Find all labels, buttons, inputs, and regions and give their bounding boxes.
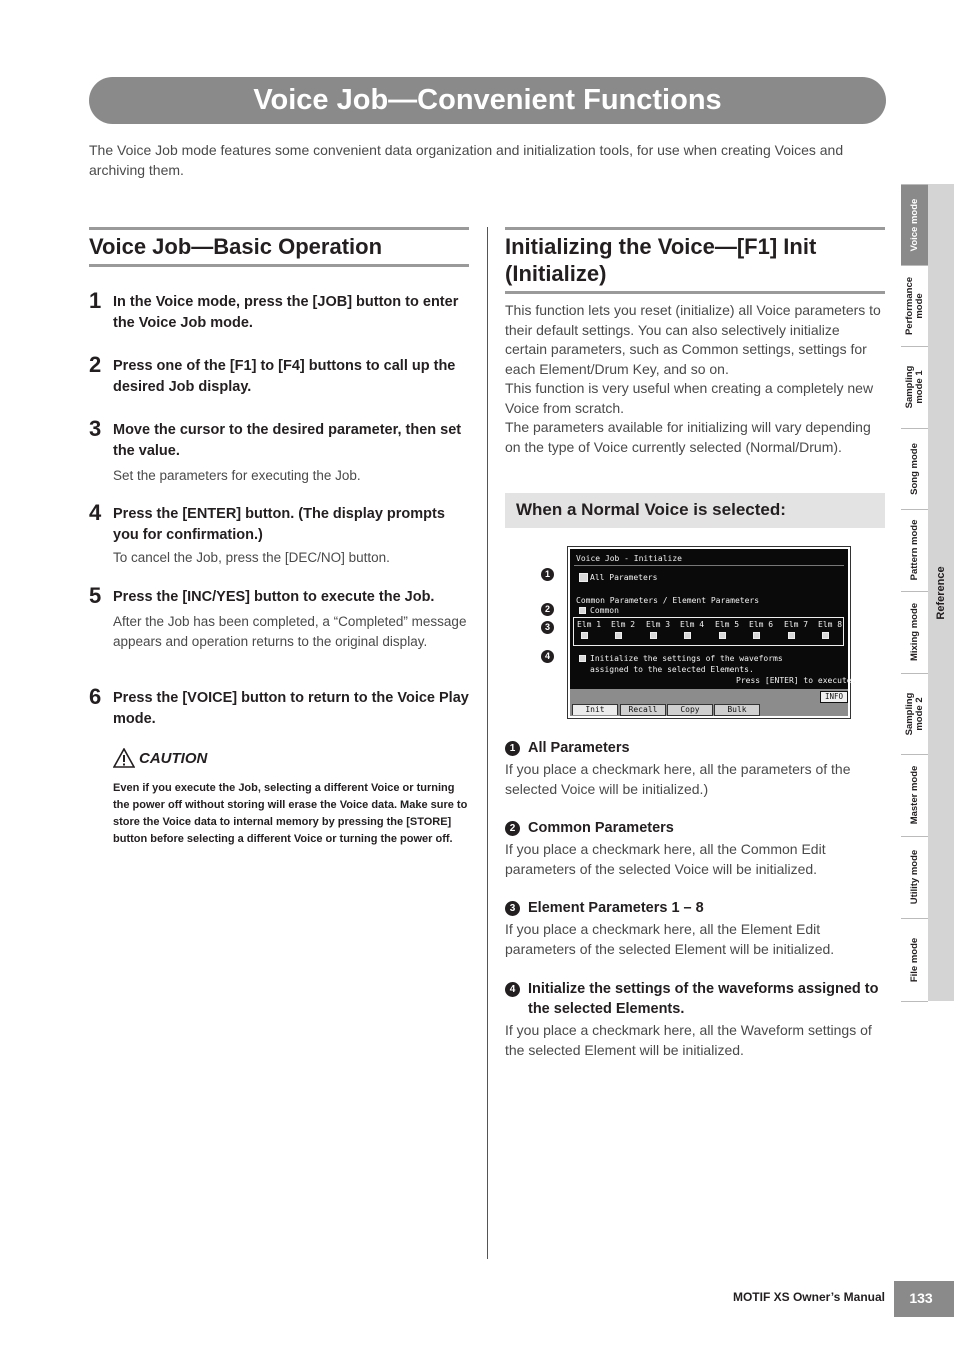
checkbox-element[interactable] [822,632,829,639]
checkbox-element[interactable] [719,632,726,639]
param-desc: If you place a checkmark here, all the parameters of the selected Voice will be initialized.) [505,761,851,797]
lcd-elm-label: Elm 6 [749,620,774,629]
checkbox-element[interactable] [788,632,795,639]
side-tab-performance-mode[interactable] [901,265,928,346]
checkbox-element[interactable] [615,632,622,639]
lcd-common: Common [590,606,619,615]
lcd-tab-copy[interactable]: Copy [667,704,713,716]
param-all-parameters [505,738,890,799]
step-text: Press the [INC/YES] button to execute the Job. [113,589,435,605]
param-number: 1 [505,741,520,756]
step-subtext: To cancel the Job, press the [DEC/NO] button. [113,550,390,565]
lcd-elm-label: Elm 7 [784,620,809,629]
step-6 [89,684,469,730]
callout-2: 2 [541,603,554,616]
column-divider [487,227,488,1259]
lcd-tab-bulk[interactable]: Bulk [714,704,760,716]
lcd-wave-line2: assigned to the selected Elements. [590,665,754,674]
callout-1: 1 [541,568,554,581]
lcd-all-parameters: All Parameters [590,573,658,582]
param-common-parameters [505,818,890,879]
step-subtext: Set the parameters for executing the Job. [113,468,361,483]
side-tab-utility-mode[interactable] [901,836,928,917]
checkbox-element[interactable] [581,632,588,639]
side-tab-label: File mode [908,937,920,983]
checkbox-element[interactable] [684,632,691,639]
page-number: 133 [909,1290,933,1306]
manual-title: MOTIF XS Owner’s Manual [732,1290,885,1304]
checkbox-all-parameters[interactable] [579,573,588,582]
reference-strip [928,184,954,1001]
param-waveforms [505,979,890,1060]
lcd-info-button[interactable]: INFO [820,691,848,703]
checkbox-common[interactable] [579,607,586,614]
side-tab-pattern-mode[interactable] [901,509,928,590]
lcd-group-label: Common Parameters / Element Parameters [576,596,760,605]
lcd-elm-label: Elm 3 [646,620,671,629]
side-tab-mixing-mode[interactable] [901,591,928,672]
param-title: Initialize the settings of the waveforms assigned to the selected Elements. [528,981,879,1017]
side-tab-label: Pattern mode [908,519,920,581]
lcd-elm-label: Elm 5 [715,620,740,629]
intro-paragraph: The Voice Job mode features some convenient data organization and initialization tools, for use when creating Voices and archiving them. [89,142,844,178]
lcd-elm-label: Elm 2 [611,620,636,629]
param-number: 4 [505,982,520,997]
side-tab-label: Performance mode [903,276,925,336]
lcd-title: Voice Job - Initialize [576,554,682,563]
step-text: Press one of the [F1] to [F4] buttons to call up the desired Job display. [113,358,456,395]
side-tab-label: Sampling mode 2 [903,692,925,736]
step-1 [89,288,469,334]
step-number: 1 [89,288,102,313]
side-tab-song-mode[interactable] [901,428,928,509]
side-tab-sampling-mode-1[interactable] [901,346,928,427]
param-number: 3 [505,901,520,916]
checkbox-element[interactable] [753,632,760,639]
step-subtext: After the Job has been completed, a “Completed” message appears and operation returns to the original display. [113,614,467,649]
step-2 [89,352,469,398]
subsection-heading-box [505,493,885,528]
body-paragraph: The parameters available for initializing will vary depending on the type of Voice currently selected (Normal/Drum). [505,419,871,455]
body-paragraph: This function lets you reset (initialize) all Voice parameters to their default settings. You can also selectively initialize certain parameters, such as Common settings, settings for each Element/Drum Key, and so on. [505,302,881,377]
page-number-box [894,1281,954,1317]
checkbox-element[interactable] [650,632,657,639]
step-text: Press the [ENTER] button. (The display prompts you for confirmation.) [113,506,445,543]
step-text: Move the cursor to the desired parameter, then set the value. [113,422,462,459]
step-5 [89,583,469,652]
step-number: 3 [89,416,102,441]
side-tab-sampling-mode-2[interactable] [901,673,928,754]
lcd-tab-init[interactable]: Init [572,704,618,715]
lcd-tab-recall[interactable]: Recall [620,704,666,716]
step-number: 6 [89,684,102,709]
lcd-display [570,549,857,689]
param-desc: If you place a checkmark here, all the Element Edit parameters of the selected Element will be initialized. [505,921,835,957]
right-body-text [505,301,885,457]
side-tab-voice-mode[interactable] [901,184,928,265]
param-number: 2 [505,821,520,836]
caution-text: Even if you execute the Job, selecting a different Voice or turning the power off without storing will erase the Voice data. Make sure to store the Voice data to internal memory by pressing the [STORE] button before selecting a different Voice or turning the power off. [113,782,468,845]
callout-3: 3 [541,621,554,634]
side-tab-label: Master mode [908,765,920,825]
param-desc: If you place a checkmark here, all the Common Edit parameters of the selected Voice will be initialized. [505,841,826,877]
param-desc: If you place a checkmark here, all the Waveform settings of the selected Element will be initialized. [505,1022,872,1058]
side-tab-label: Utility mode [908,849,920,905]
step-text: Press the [VOICE] button to return to the Voice Play mode. [113,690,469,727]
title-banner [89,77,886,124]
lcd-elm-label: Elm 4 [680,620,705,629]
reference-label: Reference [935,565,947,620]
lcd-elm-label: Elm 1 [577,620,602,629]
step-4 [89,500,469,568]
param-element-parameters [505,898,890,959]
step-number: 5 [89,583,102,608]
callout-4: 4 [541,650,554,663]
side-tab-label: Voice mode [908,198,920,252]
param-title: Common Parameters [528,820,674,836]
subsection-heading: When a Normal Voice is selected: [516,500,786,519]
lcd-divider [574,565,844,566]
step-number: 2 [89,352,102,377]
left-section-heading: Voice Job—Basic Operation [89,227,469,267]
side-tab-label: Mixing mode [908,602,920,662]
lcd-elm-label: Elm 8 [818,620,843,629]
body-paragraph: This function is very useful when creating a completely new Voice from scratch. [505,380,874,416]
step-3 [89,416,469,486]
page-title: Voice Job—Convenient Functions [253,84,722,116]
step-text: In the Voice mode, press the [JOB] button to enter the Voice Job mode. [113,294,459,331]
warning-icon [113,748,135,768]
param-title: Element Parameters 1 – 8 [528,900,704,916]
lcd-wave-line1: Initialize the settings of the waveforms [590,654,783,663]
side-tab-label: Sampling mode 1 [903,365,925,409]
caution-header [113,748,207,768]
lcd-prompt: Press [ENTER] to execute. [736,676,857,685]
side-tab-master-mode[interactable] [901,754,928,835]
side-tab-label: Song mode [908,443,920,495]
caution-label: CAUTION [139,749,208,767]
lcd-screenshot [567,546,857,719]
side-tab-file-mode[interactable] [901,918,928,1002]
lcd-tab-bar [570,689,848,716]
step-number: 4 [89,500,102,525]
lcd-element-box [573,617,844,646]
param-title: All Parameters [528,740,630,756]
right-section-heading: Initializing the Voice—[F1] Init (Initialize) [505,227,885,294]
checkbox-waveforms[interactable] [579,655,586,662]
